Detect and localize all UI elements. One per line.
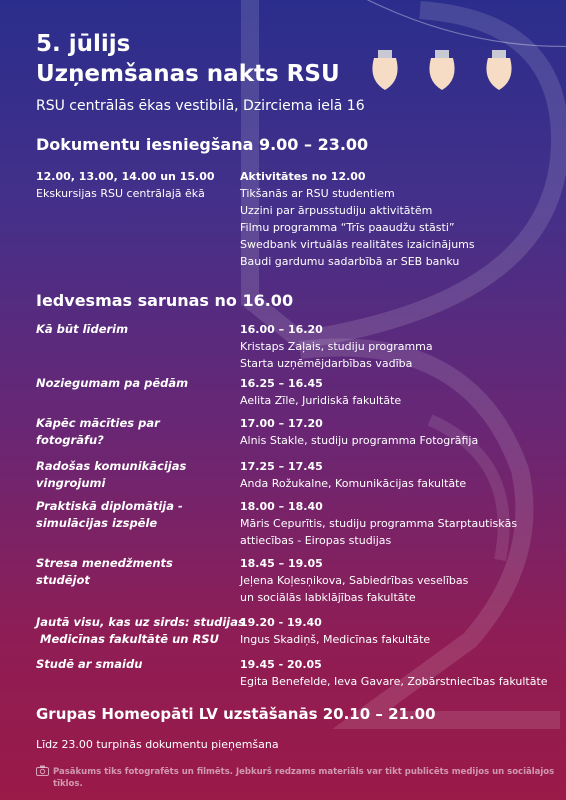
talk-speaker: Anda Rožukalne, Komunikācijas fakultāte xyxy=(240,477,467,490)
talk-title: Noziegumam pa pēdām xyxy=(36,376,189,390)
talk-speaker: Kristaps Zaļais, studiju programma xyxy=(240,340,433,353)
camera-icon xyxy=(36,765,49,776)
talk-speaker: Egita Benefelde, Ieva Gavare, Zobārstniecības fakultāte xyxy=(240,675,548,688)
footer-disclaimer: Pasākums tiks fotografēts un filmēts. Jebkurš redzams materiāls var tikt publicēts medijos un sociālajos tīklos. xyxy=(53,767,555,789)
talk-speaker: Starta uzņēmējdarbības vadība xyxy=(240,357,413,370)
talk-title: Kāpēc mācīties par xyxy=(36,416,160,430)
talk-time: 19.20 - 19.40 xyxy=(240,616,322,629)
lamp-icon xyxy=(423,50,463,94)
talk-title: Radošas komunikācijas xyxy=(36,459,187,473)
talk-title: Jautā visu, kas uz sirds: studijas xyxy=(36,615,245,629)
talk-time: 17.25 – 17.45 xyxy=(240,460,323,473)
talk-speaker: Aelita Zīle, Juridiskā fakultāte xyxy=(240,394,402,407)
talk-speaker: un sociālās labklājības fakultāte xyxy=(240,591,416,604)
talk-title: Medicīnas fakultātē un RSU xyxy=(36,632,219,646)
tour-times: 12.00, 13.00, 14.00 un 15.00 xyxy=(36,170,215,183)
documents-heading: Dokumentu iesniegšana 9.00 – 23.00 xyxy=(36,135,369,154)
talk-time: 17.00 – 17.20 xyxy=(240,417,323,430)
talk-speaker: Māris Cepurītis, studiju programma Starptautiskās xyxy=(240,517,518,530)
talk-time: 16.00 – 16.20 xyxy=(240,323,323,336)
talk-speaker: Ingus Skadiņš, Medicīnas fakultāte xyxy=(240,633,431,646)
talk-title: Praktiskā diplomātija - xyxy=(36,499,183,513)
activity-item: Tikšanās ar RSU studentiem xyxy=(240,187,395,200)
talk-title: simulācijas izspēle xyxy=(36,516,158,530)
activity-item: Baudi gardumu sadarbībā ar SEB banku xyxy=(240,255,460,268)
talks-heading: Iedvesmas sarunas no 16.00 xyxy=(36,291,294,310)
talk-time: 18.45 – 19.05 xyxy=(240,557,323,570)
talk-title: Stresa menedžments xyxy=(36,556,173,570)
activity-item: Swedbank virtuālās realitātes izaicinājums xyxy=(240,238,475,251)
talk-time: 18.00 – 18.40 xyxy=(240,500,323,513)
talk-speaker: Alnis Stakle, studiju programma Fotogrāfija xyxy=(240,434,479,447)
activities-heading: Aktivitātes no 12.00 xyxy=(240,170,366,183)
performance-heading: Grupas Homeopāti LV uzstāšanās 20.10 – 21.00 xyxy=(36,705,436,723)
lamp-icon xyxy=(366,50,406,94)
talk-speaker: Jeļena Koļesņikova, Sabiedrības veselības xyxy=(240,574,469,587)
tour-text: Ekskursijas RSU centrālajā ēkā xyxy=(36,187,205,200)
lamp-icon xyxy=(480,50,520,94)
talk-title: Studē ar smaidu xyxy=(36,657,143,671)
activity-item: Filmu programma “Trīs paaudžu stāsti” xyxy=(240,221,455,234)
event-location: RSU centrālās ēkas vestibilā, Dzirciema ielā 16 xyxy=(36,98,365,114)
talk-title: vingrojumi xyxy=(36,476,106,490)
talk-speaker: attiecības - Eiropas studijas xyxy=(240,534,392,547)
documents-note: Līdz 23.00 turpinās dokumentu pieņemšana xyxy=(36,738,279,751)
talk-title: studējot xyxy=(36,573,90,587)
talk-time: 16.25 – 16.45 xyxy=(240,377,323,390)
activity-item: Uzzini par ārpusstudiju aktivitātēm xyxy=(240,204,433,217)
event-title: Uzņemšanas nakts RSU xyxy=(36,61,340,87)
talk-title: Kā būt līderim xyxy=(36,322,129,336)
event-date: 5. jūlijs xyxy=(36,31,131,57)
talk-time: 19.45 - 20.05 xyxy=(240,658,322,671)
talk-title: fotogrāfu? xyxy=(36,433,104,447)
